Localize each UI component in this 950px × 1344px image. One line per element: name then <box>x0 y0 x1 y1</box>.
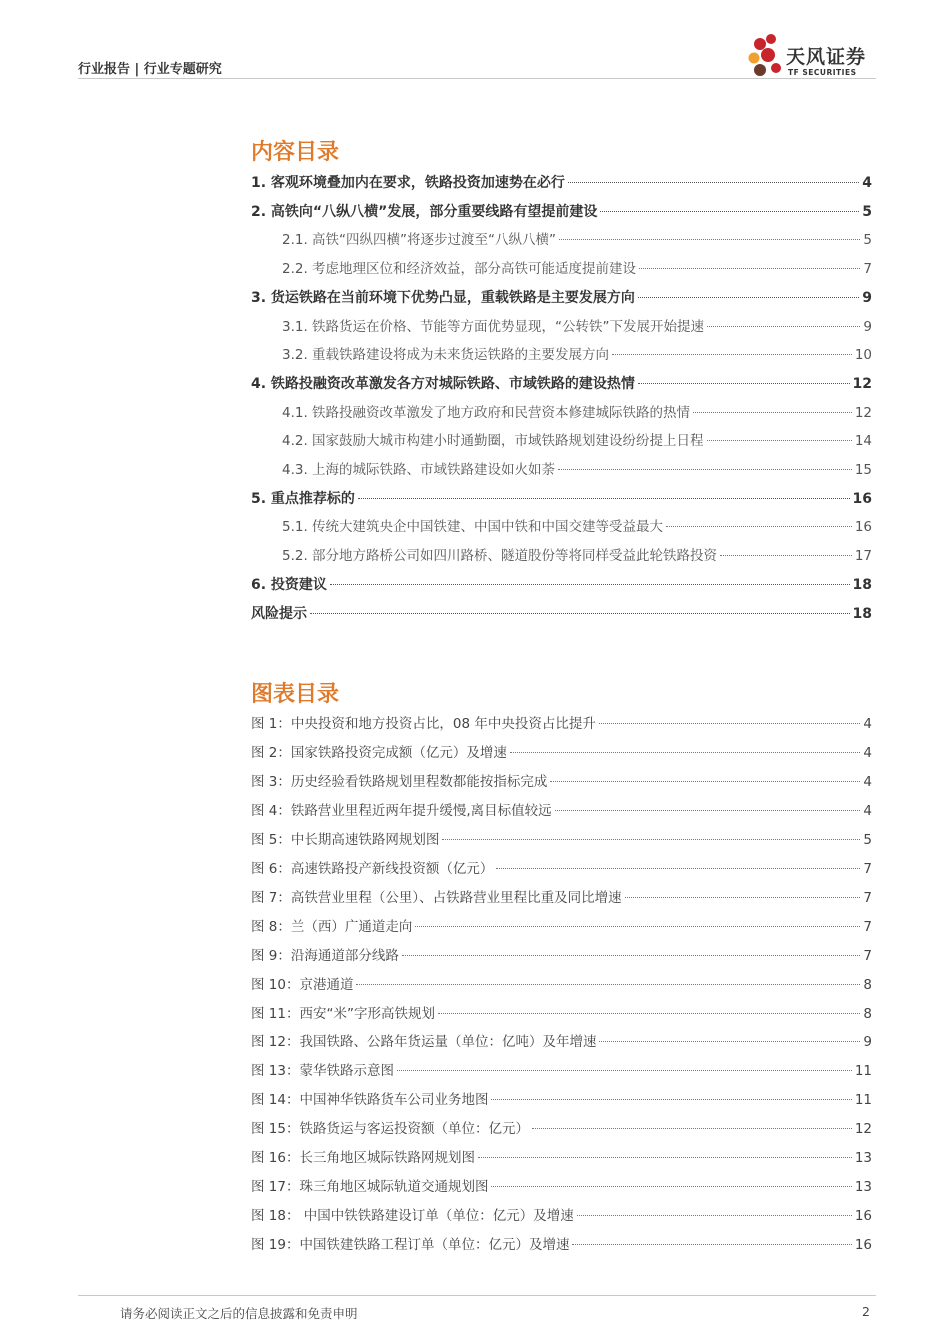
figure-entry[interactable] <box>251 1207 872 1227</box>
figure-entry-label: 图 1：中央投资和地方投资占比，08 年中央投资占比提升 <box>251 716 596 732</box>
dot-leader <box>558 469 852 470</box>
dot-leader <box>491 1099 851 1100</box>
figure-entry[interactable] <box>251 860 872 880</box>
dot-leader <box>559 239 860 240</box>
figure-entry-page: 4 <box>863 744 872 761</box>
figure-entry-label: 图 5：中长期高速铁路网规划图 <box>251 831 440 848</box>
figure-entry-label: 图 11：西安“米”字形高铁规划 <box>251 1005 435 1022</box>
dot-leader <box>442 839 860 840</box>
toc-subentry[interactable] <box>282 318 872 338</box>
dot-leader <box>491 1186 851 1187</box>
figure-entry[interactable] <box>251 831 872 851</box>
figure-entry-label: 图 15：铁路货运与客运投资额（单位：亿元） <box>251 1121 529 1138</box>
toc-subentry[interactable] <box>282 461 872 481</box>
figure-entry-page: 8 <box>863 1005 872 1022</box>
figure-entry-page: 16 <box>854 1237 872 1254</box>
toc-subentry-page: 7 <box>863 261 872 278</box>
dot-leader <box>707 440 852 441</box>
figure-entry-label: 图 2：国家铁路投资完成额（亿元）及增速 <box>251 744 507 761</box>
toc-entry[interactable] <box>251 375 872 395</box>
toc-subentry[interactable] <box>282 404 872 424</box>
figure-entry-label: 图 14：中国神华铁路货车公司业务地图 <box>251 1092 489 1109</box>
dot-leader <box>639 268 860 269</box>
figure-entry-label: 图 10：京港通道 <box>251 976 354 993</box>
figure-entry[interactable] <box>251 1149 872 1169</box>
toc-entry[interactable] <box>251 605 872 625</box>
dot-leader <box>600 211 859 212</box>
figure-entry-page: 7 <box>863 918 872 935</box>
toc-entry-label: 1. 客观环境叠加内在要求，铁路投资加速势在必行 <box>251 175 565 191</box>
toc-entry-label: 2. 高铁向“八纵八横”发展，部分重要线路有望提前建设 <box>251 203 598 220</box>
toc-subentry-page: 15 <box>854 462 872 478</box>
dot-leader <box>638 383 850 384</box>
figure-entry-label: 图 9：沿海通道部分线路 <box>251 947 399 964</box>
toc-subentry-page: 9 <box>863 318 872 335</box>
toc-entry-page: 18 <box>852 576 872 593</box>
figure-entry-page: 4 <box>863 802 872 819</box>
toc-subentry-label: 4.2. 国家鼓励大城市构建小时通勤圈，市域铁路规划建设纷纷提上日程 <box>282 433 704 450</box>
figure-entry-page: 4 <box>863 773 872 790</box>
toc-title: 内容目录 <box>251 140 340 165</box>
toc-entry-label: 风险提示 <box>251 605 307 622</box>
flower-logo-icon <box>746 30 786 80</box>
logo-chinese-name: 天风证券 <box>786 46 867 68</box>
figure-entry-page: 11 <box>854 1063 872 1080</box>
figure-entry[interactable] <box>251 715 872 735</box>
figure-entry-label: 图 16：长三角地区城际铁路网规划图 <box>251 1150 475 1167</box>
dot-leader <box>707 326 860 327</box>
toc-entry[interactable] <box>251 289 872 309</box>
figure-entry[interactable] <box>251 1091 872 1111</box>
dot-leader <box>720 555 852 556</box>
page-number: 2 <box>862 1304 870 1319</box>
figure-entry-label: 图 12：我国铁路、公路年货运量（单位：亿吨）及年增速 <box>251 1034 597 1051</box>
figure-entry[interactable] <box>251 773 872 793</box>
dot-leader <box>666 526 852 527</box>
figure-entry[interactable] <box>251 976 872 996</box>
dot-leader <box>572 1244 851 1245</box>
toc-entry[interactable] <box>251 174 872 194</box>
dot-leader <box>599 1041 860 1042</box>
figure-entry-label: 图 8：兰（西）广通道走向 <box>251 918 413 935</box>
figure-entry[interactable] <box>251 889 872 909</box>
figure-entry-page: 13 <box>854 1150 872 1167</box>
dot-leader <box>638 297 859 298</box>
dot-leader <box>510 752 861 753</box>
figure-entry-label: 图 19：中国铁建铁路工程订单（单位：亿元）及增速 <box>251 1237 570 1254</box>
dot-leader <box>330 584 850 585</box>
toc-subentry-page: 10 <box>854 347 872 364</box>
toc-subentry-page: 12 <box>854 404 872 421</box>
dot-leader <box>612 354 852 355</box>
toc-entry[interactable] <box>251 203 872 223</box>
figure-entry-label: 图 3：历史经验看铁路规划里程数都能按指标完成 <box>251 773 548 790</box>
toc-entry-page: 16 <box>852 490 872 507</box>
toc-subentry[interactable] <box>282 518 872 538</box>
toc-subentry[interactable] <box>282 260 872 280</box>
figure-entry-page: 5 <box>863 831 872 848</box>
dot-leader <box>532 1128 852 1129</box>
dot-leader <box>577 1215 852 1216</box>
figure-entry[interactable] <box>251 1178 872 1198</box>
figure-entry-label: 图 18： 中国中铁铁路建设订单（单位：亿元）及增速 <box>251 1208 574 1225</box>
figure-entry-label: 图 4：铁路营业里程近两年提升缓慢,离目标值较远 <box>251 802 552 819</box>
toc-subentry[interactable] <box>282 547 872 567</box>
dot-leader <box>397 1070 852 1071</box>
figure-entry-page: 7 <box>863 889 872 906</box>
toc-subentry-label: 5.1. 传统大建筑央企中国铁建、中国中铁和中国交建等受益最大 <box>282 519 664 536</box>
dot-leader <box>555 810 861 811</box>
toc-subentry-page: 17 <box>854 548 872 565</box>
toc-entry-label: 3. 货运铁路在当前环境下优势凸显，重载铁路是主要发展方向 <box>251 289 635 306</box>
toc-subentry-label: 4.3. 上海的城际铁路、市域铁路建设如火如荼 <box>282 462 556 478</box>
dot-leader <box>438 1013 860 1014</box>
toc-entry-label: 4. 铁路投融资改革激发各方对城际铁路、市域铁路的建设热情 <box>251 375 635 392</box>
figure-entry[interactable] <box>251 1062 872 1082</box>
toc-subentry-label: 4.1. 铁路投融资改革激发了地方政府和民营资本修建城际铁路的热情 <box>282 404 691 421</box>
figure-list-title: 图表目录 <box>251 682 340 707</box>
toc-subentry[interactable] <box>282 346 872 366</box>
toc-subentry-label: 2.1. 高铁“四纵四横”将逐步过渡至“八纵八横” <box>282 232 557 249</box>
figure-entry[interactable] <box>251 1120 872 1140</box>
toc-subentry-page: 14 <box>854 433 872 450</box>
toc-entry-label: 5. 重点推荐标的 <box>251 490 355 507</box>
toc-subentry-label: 3.2. 重载铁路建设将成为未来货运铁路的主要发展方向 <box>282 347 610 364</box>
figure-entry[interactable] <box>251 802 872 822</box>
figure-entry-label: 图 13：蒙华铁路示意图 <box>251 1063 394 1080</box>
figure-entry[interactable] <box>251 1033 872 1053</box>
figure-entry-page: 8 <box>863 976 872 993</box>
toc-subentry-label: 5.2. 部分地方路桥公司如四川路桥、隧道股份等将同样受益此轮铁路投资 <box>282 548 718 565</box>
toc-entry-page: 12 <box>852 375 872 392</box>
toc-entry-page: 18 <box>852 605 872 622</box>
figure-entry-page: 7 <box>863 860 872 877</box>
figure-entry-page: 12 <box>854 1121 872 1138</box>
figure-entry-page: 9 <box>863 1034 872 1051</box>
dot-leader <box>550 781 860 782</box>
figure-entry-page: 4 <box>863 716 872 732</box>
toc-subentry-label: 2.2. 考虑地理区位和经济效益，部分高铁可能适度提前建设 <box>282 261 637 278</box>
report-type-label: 行业报告 | 行业专题研究 <box>78 62 222 77</box>
dot-leader <box>402 955 861 956</box>
dot-leader <box>599 723 861 724</box>
toc-entry-page: 4 <box>862 175 872 191</box>
footer-disclaimer: 请务必阅读正文之后的信息披露和免责申明 <box>120 1306 358 1321</box>
figure-entry[interactable] <box>251 947 872 967</box>
dot-leader <box>625 897 861 898</box>
dot-leader <box>310 613 850 614</box>
toc-subentry-page: 5 <box>863 232 872 249</box>
figure-entry-page: 7 <box>863 947 872 964</box>
figure-entry-page: 11 <box>854 1092 872 1109</box>
toc-subentry-page: 16 <box>854 519 872 536</box>
figure-entry-label: 图 6：高速铁路投产新线投资额（亿元） <box>251 860 494 877</box>
dot-leader <box>693 412 852 413</box>
figure-entry-label: 图 17：珠三角地区城际轨道交通规划图 <box>251 1179 489 1196</box>
toc-subentry[interactable] <box>282 432 872 452</box>
dot-leader <box>356 984 860 985</box>
dot-leader <box>568 182 859 183</box>
toc-subentry-label: 3.1. 铁路货运在价格、节能等方面优势显现，“公转铁”下发展开始提速 <box>282 318 705 335</box>
figure-entry[interactable] <box>251 918 872 938</box>
dot-leader <box>358 498 850 499</box>
figure-entry-page: 16 <box>854 1208 872 1225</box>
toc-subentry[interactable] <box>282 231 872 251</box>
figure-entry[interactable] <box>251 744 872 764</box>
dot-leader <box>415 926 860 927</box>
toc-entry-page: 9 <box>862 289 872 306</box>
figure-entry-label: 图 7：高铁营业里程（公里）、占铁路营业里程比重及同比增速 <box>251 889 622 906</box>
logo-english-name: TF SECURITIES <box>788 68 857 77</box>
toc-entry[interactable] <box>251 490 872 510</box>
figure-entry[interactable] <box>251 1005 872 1025</box>
figure-entry[interactable] <box>251 1236 872 1256</box>
dot-leader <box>496 868 860 869</box>
toc-entry-page: 5 <box>862 203 872 220</box>
dot-leader <box>478 1157 852 1158</box>
footer-divider <box>78 1295 876 1296</box>
figure-entry-page: 13 <box>854 1179 872 1196</box>
header-divider <box>78 78 876 79</box>
toc-entry[interactable] <box>251 576 872 596</box>
company-logo <box>746 30 886 80</box>
toc-entry-label: 6. 投资建议 <box>251 576 327 593</box>
